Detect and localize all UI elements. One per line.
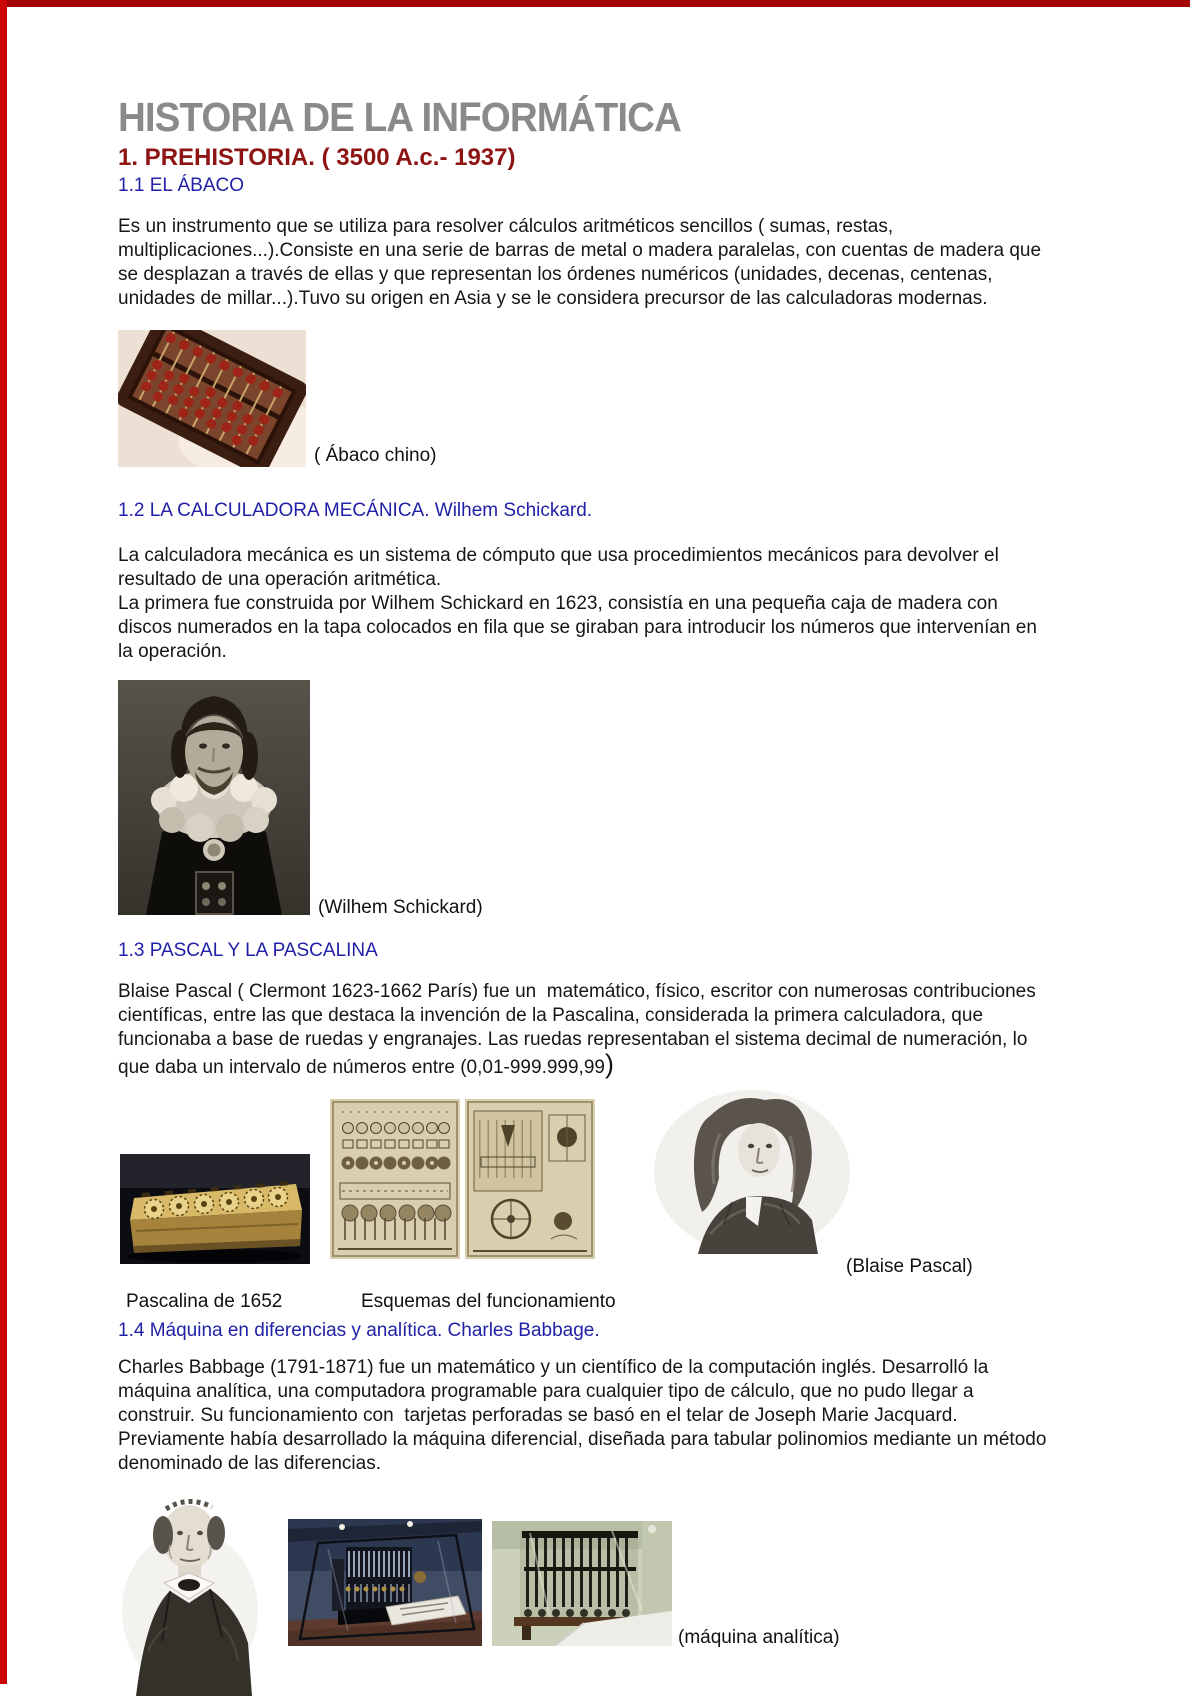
chapter-heading: 1. PREHISTORIA. ( 3500 A.c.- 1937) (118, 144, 516, 171)
abaco-figure (118, 330, 1048, 467)
caption-wilhem-schickard: (Wilhem Schickard) (318, 897, 483, 918)
paragraph-calculadora-line2: La primera fue construida por Wilhem Schickard en 1623, consistía en una pequeña caja de madera con discos numerados en la tapa colocados en fila que se giraban para introducir los números que intervenían en la operación. (118, 593, 1043, 662)
paragraph-pascal: Blaise Pascal ( Clermont 1623-1662 París) fue un matemático, físico, escritor con numerosas contribuciones científicas, entre las que destaca la invención de la Pascalina, considerada la primera calculadora, que funcionaba a base de ruedas y engranajes. Las ruedas representaban el sistema decimal de numeración, lo que daba un intervalo de números entre (0,01-999.999,99) (118, 981, 1041, 1079)
page-title: HISTORIA DE LA INFORMÁTICA (118, 94, 681, 140)
paragraph-babbage: Charles Babbage (1791-1871) fue un matemático y un científico de la computación inglés. Desarrolló la máquina analítica, una computadora programable para cualquier tipo de cálculo, que no pudo llegar a construir. Su funcionamiento con tarjetas perforadas se basó en el telar de Joseph Marie Jacquard. Previamente había desarrollado la máquina diferencial, diseñada para tabular polinomios mediante un método denominado de las diferencias. (118, 1357, 1052, 1474)
difference-engine-image (288, 1519, 482, 1646)
pascalina-schematic-2-image (465, 1099, 595, 1259)
page-edge-top (0, 0, 1190, 7)
caption-blaise-pascal: (Blaise Pascal) (846, 1256, 973, 1277)
caption-abaco-chino: ( Ábaco chino) (314, 445, 437, 466)
section-heading-1-1: 1.1 EL ÁBACO (118, 175, 245, 196)
blaise-pascal-portrait-image (640, 1084, 855, 1254)
closing-paren: ) (604, 1049, 614, 1079)
paragraph-calculadora-line1: La calculadora mecánica es un sistema de cómputo que usa procedimientos mecánicos para devolver el resultado de una operación aritmética. (118, 545, 1005, 590)
babbage-figure-row (118, 1481, 1048, 1697)
caption-esquemas: Esquemas del funcionamiento (361, 1291, 616, 1312)
caption-pascalina: Pascalina de 1652 (126, 1291, 283, 1312)
pascalina-schematic-1-image (330, 1099, 460, 1259)
abacus-image (118, 330, 306, 467)
pascal-captions-line (118, 1291, 1048, 1315)
analytical-engine-image (492, 1521, 672, 1646)
section-heading-1-4: 1.4 Máquina en diferencias y analítica. Charles Babbage. (118, 1320, 600, 1341)
document-page (118, 94, 1052, 1697)
section-heading-1-3: 1.3 PASCAL Y LA PASCALINA (118, 940, 378, 961)
pascal-figure-row (118, 1084, 1048, 1277)
schickard-portrait-image (118, 680, 310, 915)
paragraph-abaco: Es un instrumento que se utiliza para resolver cálculos aritméticos sencillos ( sumas, restas, multiplicaciones...).Consiste en una serie de barras de metal o madera paralelas, con cuentas de madera que se desplazan a través de ellas y que representan los órdenes numéricos (unidades, decenas, centenas, unidades de millar...).Tuvo su origen en Asia y se le considera precursor de las calculadoras modernas. (118, 216, 1047, 309)
charles-babbage-portrait-image (118, 1481, 265, 1696)
page-edge-left (0, 0, 7, 1684)
pascalina-image (120, 1154, 310, 1264)
paragraph-calculadora (118, 544, 1048, 664)
schickard-figure (118, 680, 1048, 918)
section-heading-1-2: 1.2 LA CALCULADORA MECÁNICA. Wilhem Schickard. (118, 500, 593, 521)
caption-maquina-analitica: (máquina analítica) (678, 1627, 840, 1648)
